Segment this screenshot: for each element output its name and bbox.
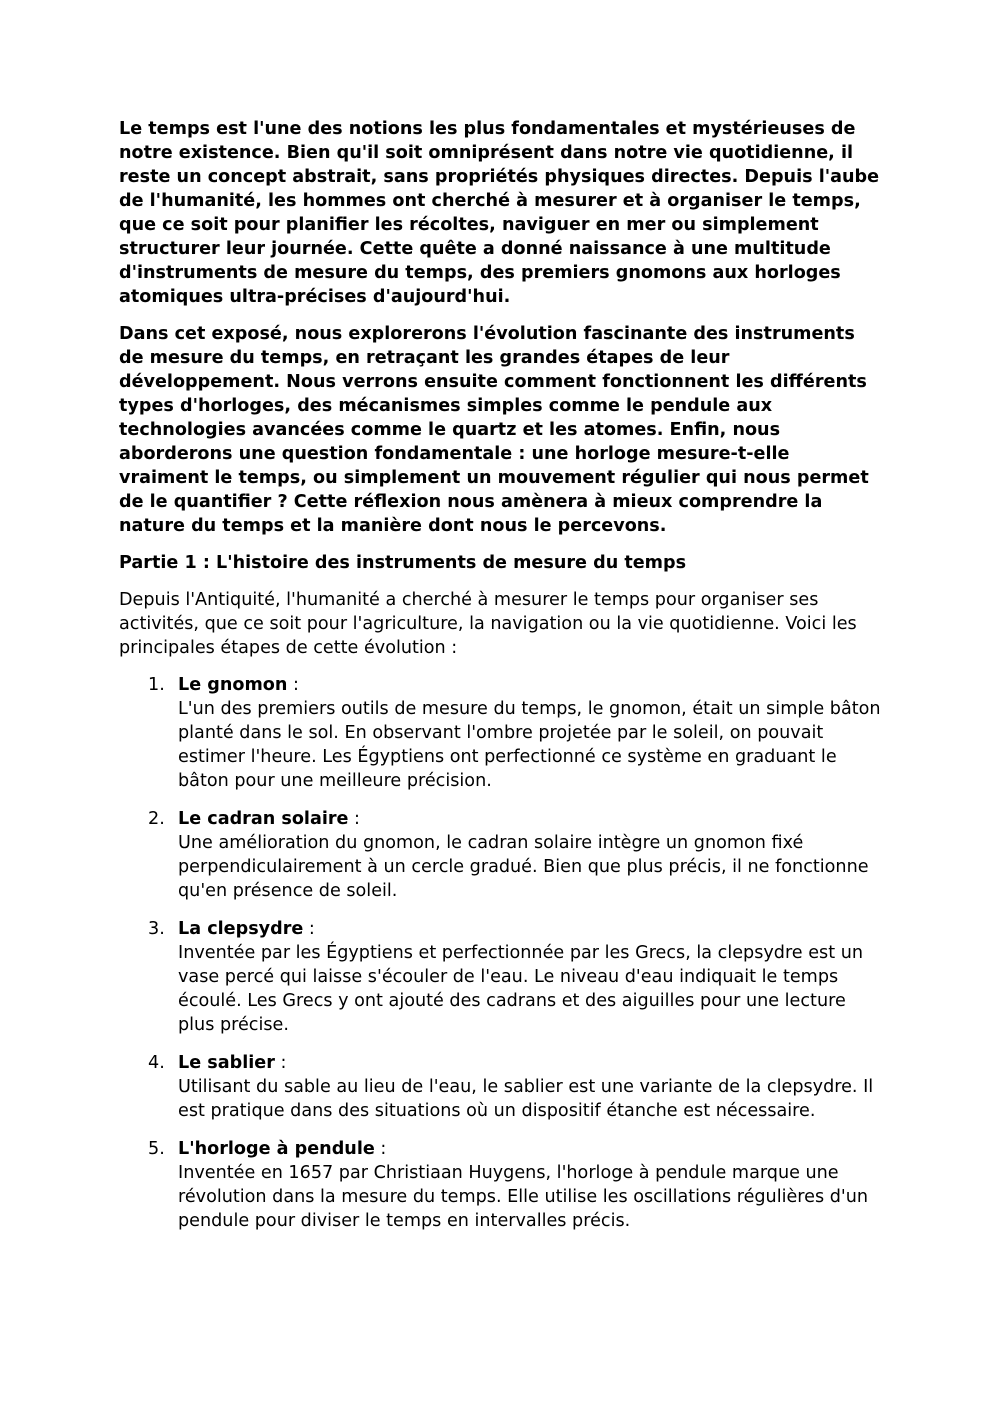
list-item-title: La clepsydre xyxy=(178,919,304,939)
list-item-number: 4. xyxy=(148,1053,165,1073)
section-heading: Partie 1 : L'histoire des instruments de mesure du temps xyxy=(119,553,687,573)
list-item-title: Le cadran solaire xyxy=(178,809,349,829)
list-item-title: L'horloge à pendule xyxy=(178,1139,375,1159)
list-item-suffix: : xyxy=(303,919,315,939)
list-item-body: Inventée en 1657 par Christiaan Huygens, l'horloge à pendule marque une révolution dans la mesure du temps. Elle utilise les oscillations régulières d'un pendule pour diviser le temps en intervalles précis. xyxy=(178,1163,869,1231)
instrument-list xyxy=(119,673,881,1233)
document-page xyxy=(119,117,881,1247)
list-item-body: Inventée par les Égyptiens et perfectionnée par les Grecs, la clepsydre est un vase percé qui laisse s'écouler de l'eau. Le niveau d'eau indiquait le temps écoulé. Les Grecs y ont ajouté des cadrans et des aiguilles pour une lecture plus précise. xyxy=(178,943,864,1035)
list-item-number: 2. xyxy=(148,809,165,829)
list-item-suffix: : xyxy=(374,1139,387,1159)
list-item xyxy=(119,917,881,1037)
list-item-suffix: : xyxy=(348,809,360,829)
intro-paragraph-1: Le temps est l'une des notions les plus fondamentales et mystérieuses de notre existence. Bien qu'il soit omniprésent dans notre vie quotidienne, il reste un concept abstrait, sans propriétés physiques directes. Depuis l'aube de l'humanité, les hommes ont cherché à mesurer et à organiser le temps, que ce soit pour planifier les récoltes, naviguer en mer ou simplement structurer leur journée. Cette quête a donné naissance à une multitude d'instruments de mesure du temps, des premiers gnomons aux horloges atomiques ultra-précises d'aujourd'hui. xyxy=(119,119,880,307)
section-lead-paragraph: Depuis l'Antiquité, l'humanité a cherché à mesurer le temps pour organiser ses activités, que ce soit pour l'agriculture, la navigation ou la vie quotidienne. Voici les principales étapes de cette évolution : xyxy=(119,590,857,658)
list-item-number: 5. xyxy=(148,1139,165,1159)
intro-paragraph-2: Dans cet exposé, nous explorerons l'évolution fascinante des instruments de mesure du temps, en retraçant les grandes étapes de leur développement. Nous verrons ensuite comment fonctionnent les différents types d'horloges, des mécanismes simples comme le pendule aux technologies avancées comme le quartz et les atomes. Enfin, nous aborderons une question fondamentale : une horloge mesure-t-elle vraiment le temps, ou simplement un mouvement régulier qui nous permet de le quantifier ? Cette réflexion nous amènera à mieux comprendre la nature du temps et la manière dont nous le percevons. xyxy=(119,324,869,536)
list-item-body: Utilisant du sable au lieu de l'eau, le sablier est une variante de la clepsydre. Il est pratique dans des situations où un dispositif étanche est nécessaire. xyxy=(178,1077,874,1121)
list-item xyxy=(119,673,881,793)
list-item xyxy=(119,1137,881,1233)
list-item-number: 1. xyxy=(148,675,165,695)
list-item-body: L'un des premiers outils de mesure du temps, le gnomon, était un simple bâton planté dans le sol. En observant l'ombre projetée par le soleil, on pouvait estimer l'heure. Les Égyptiens ont perfectionné ce système en graduant le bâton pour une meilleure précision. xyxy=(178,699,881,791)
list-item-body: Une amélioration du gnomon, le cadran solaire intègre un gnomon fixé perpendiculairement à un cercle gradué. Bien que plus précis, il ne fonctionne qu'en présence de soleil. xyxy=(178,833,869,901)
list-item-suffix: : xyxy=(274,1053,287,1073)
list-item-title: Le sablier xyxy=(178,1053,275,1073)
list-item-suffix: : xyxy=(287,675,299,695)
list-item xyxy=(119,1051,881,1123)
list-item-number: 3. xyxy=(148,919,165,939)
list-item xyxy=(119,807,881,903)
list-item-title: Le gnomon xyxy=(178,675,288,695)
